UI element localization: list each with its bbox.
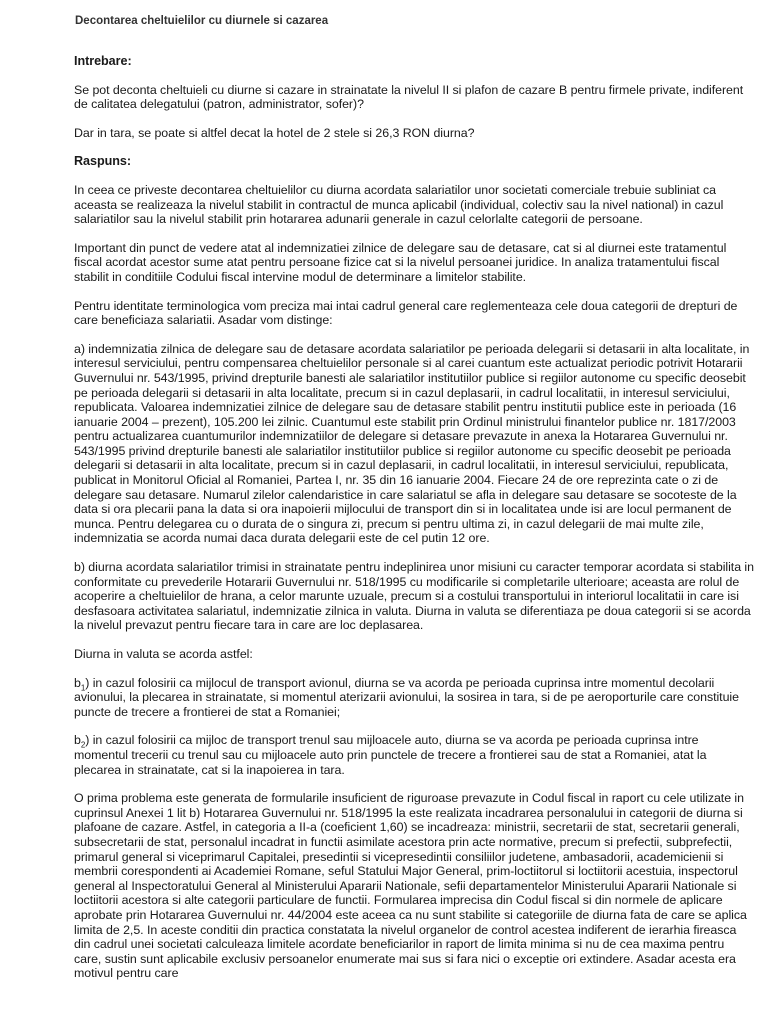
answer-paragraph-b2: [74, 733, 754, 777]
answer-paragraph-b: b) diurna acordata salariatilor trimisi in strainatate pentru indeplinirea unor misiuni cu caracter temporar acordata si stabilita in conformitate cu prevederile Hotararii Guvernului nr. 518/1995 cu modificarile si completarile ulterioare; aceasta are rolul de acoperire a cheltuielilor de hrana, a celor marunte uzuale, precum si a costului transportului in interiorul localitatii in care isi desfasoara activitatea salariatul, indemnizatie zilnica in valuta. Diurna in valuta se diferentiaza pe doua categorii si se acorda la nivelul prevazut pentru fiecare tara in care are loc deplasarea.: [74, 560, 754, 633]
answer-heading: Raspuns:: [74, 154, 131, 169]
answer-paragraph-b1: [74, 676, 754, 720]
question-paragraph-2: Dar in tara, se poate si altfel decat la hotel de 2 stele si 26,3 RON diurna?: [74, 125, 475, 140]
question-heading: Intrebare:: [74, 54, 132, 68]
document-body: [74, 54, 754, 995]
document-title: Decontarea cheltuielilor cu diurnele si cazarea: [75, 15, 329, 27]
b2-prefix: b: [74, 733, 81, 748]
answer-paragraph-3: Pentru identitate terminologica vom preciza mai intai cadrul general care reglementeaza cele doua categorii de drepturi de care beneficiaza salariatii. Asadar vom distinge:: [74, 298, 738, 328]
b2-text: ) in cazul folosirii ca mijloc de transport trenul sau mijloacele auto, diurna se va acorda pe perioada cuprinsa intre momentul trecerii cu trenul sau cu mijloacele auto prin punctele de trecere a frontierei sau de stat a Romaniei, atat la plecarea in strainatate, cat si la inapoierea in tara.: [74, 733, 707, 777]
answer-paragraph-final: O prima problema este generata de formularile insuficient de riguroase prevazute in Codul fiscal in raport cu cele utilizate in cuprinsul Anexei 1 lit b) Hotararea Guvernului nr. 518/1995 la este realizata incadrarea personalului in categorii de diurna si plafoane de cazare. Astfel, in categoria a II-a (coeficient 1,60) se incadreaza: ministrii, secretarii de stat, secretarii generali, subsecretarii de stat, personalul incadrat in functii asimilate acestora prin acte normative, precum si prefectii, subprefectii, primarul general si viceprimarul Capitalei, presedintii si vicepresedintii consiliilor judetene, ambasadorii, academicienii si membrii corespondenti ai Academiei Romane, seful Statului Major General, prim-loctiitorul si loctiitorii acestuia, inspectorul general al Inspectoratului General al Ministerului Apararii Nationale, sefii departamentelor Ministerului Apararii Nationale si loctiitorii acestora si alte categorii particulare de functii. Formularea imprecisa din Codul fiscal si din normele de aplicare aprobate prin Hotararea Guvernului nr. 44/2004 este aceea ca nu sunt stabilite si categoriile de diurna fata de care se aplica limita de 2,5. In aceste conditii din practica constatata la nivelul organelor de control acestea indiferent de ierarhia fireasca din cadrul unei societati calculeaza limitele acordate beneficiarilor in raport de limita minima si nu de cea maxima pentru care, sustin sunt aplicabile exclusiv persoanelor enumerate mai sus si fara nici o exceptie ori extindere. Asadar acesta era motivul pentru care: [74, 791, 747, 981]
question-paragraph-1: Se pot deconta cheltuieli cu diurne si cazare in strainatate la nivelul II si plafon de cazare B pentru firmele private, indiferent de calitatea delegatului (patron, administrator, sofer)?: [74, 82, 744, 112]
b1-subscript: 1: [80, 683, 86, 693]
answer-paragraph-diurna-intro: Diurna in valuta se acorda astfel:: [74, 647, 253, 661]
b1-text: ) in cazul folosirii ca mijlocul de transport avionul, diurna se va acorda pe perioada cuprinsa intre momentul decolarii avionului, la plecarea in strainatate, si momentul aterizarii avionului, la sosirea in tara, si de pe aeroporturile care constituie puncte de trecere a frontierei de stat a Romaniei;: [74, 675, 739, 719]
b2-subscript: 2: [80, 740, 86, 750]
answer-paragraph-1: In ceea ce priveste decontarea cheltuielilor cu diurna acordata salariatilor unor societati comerciale trebuie subliniat ca aceasta se realizeaza la nivelul stabilit in contractul de munca aplicabil (individual, colectiv sau la nivel national) in cazul salariatilor sau la nivelul stabilit prin hotararea adunarii generale in cazul celorlalte categorii de persoane.: [74, 182, 724, 227]
answer-paragraph-a: a) indemnizatia zilnica de delegare sau de detasare acordata salariatilor pe perioada delegarii si detasarii in alta localitate, in interesul serviciului, pentru compensarea cheltuielilor personale si al carei cuantum este actualizat periodic potrivit Hotararii Guvernului nr. 543/1995, privind drepturile banesti ale salariatilor institutiilor publice si regiilor autonome cu specific deosebit pe perioada delegarii si detasarii in alta localitate, precum si in cazul deplasarii, in cadrul localitatii, in interesul serviciului, republicata. Valoarea indemnizatiei zilnice de delegare sau de detasare stabilit pentru institutii publice este in perioada (16 ianuarie 2004 – prezent), 105.200 lei zilnic. Cuantumul este stabilit prin Ordinul ministrului finantelor publice nr. 1817/2003 pentru actualizarea cuantumurilor indemnizatiilor de delegare si detasare prevazute in anexa la Hotararea Guvernului nr. 543/1995 privind drepturile banesti ale salariatilor institutiilor publice si regiilor autonome cu specific deosebit pe perioada delegarii si detasarii in alta localitate, precum si in cazul deplasarii, in cadrul localitatii, in interesul serviciului, republicata, publicat in Monitorul Oficial al Romaniei, Partea I, nr. 35 din 16 ianuarie 2004. Fiecare 24 de ore reprezinta cate o zi de delegare sau detasare. Numarul zilelor calendaristice in care salariatul se afla in delegare sau detasare se socoteste de la data si ora plecarii pana la data si ora inapoierii mijlocului de transport din si in localitatea unde isi are locul permanent de munca. Pentru delegarea cu o durata de o singura zi, precum si pentru ultima zi, in cazul delegarii de mai multe zile, indemnizatia se acorda numai daca durata delegarii este de cel putin 12 ore.: [74, 341, 750, 546]
b1-prefix: b: [74, 675, 81, 690]
answer-paragraph-2: Important din punct de vedere atat al indemnizatiei zilnice de delegare sau de detasare, cat si al diurnei este tratamentul fiscal acordat acestor sume atat pentru persoane fizice cat si la nivelul persoanei juridice. In analiza tratamentului fiscal stabilit in conditiile Codului fiscal intervine modul de determinare a limitelor stabilite.: [74, 240, 727, 284]
